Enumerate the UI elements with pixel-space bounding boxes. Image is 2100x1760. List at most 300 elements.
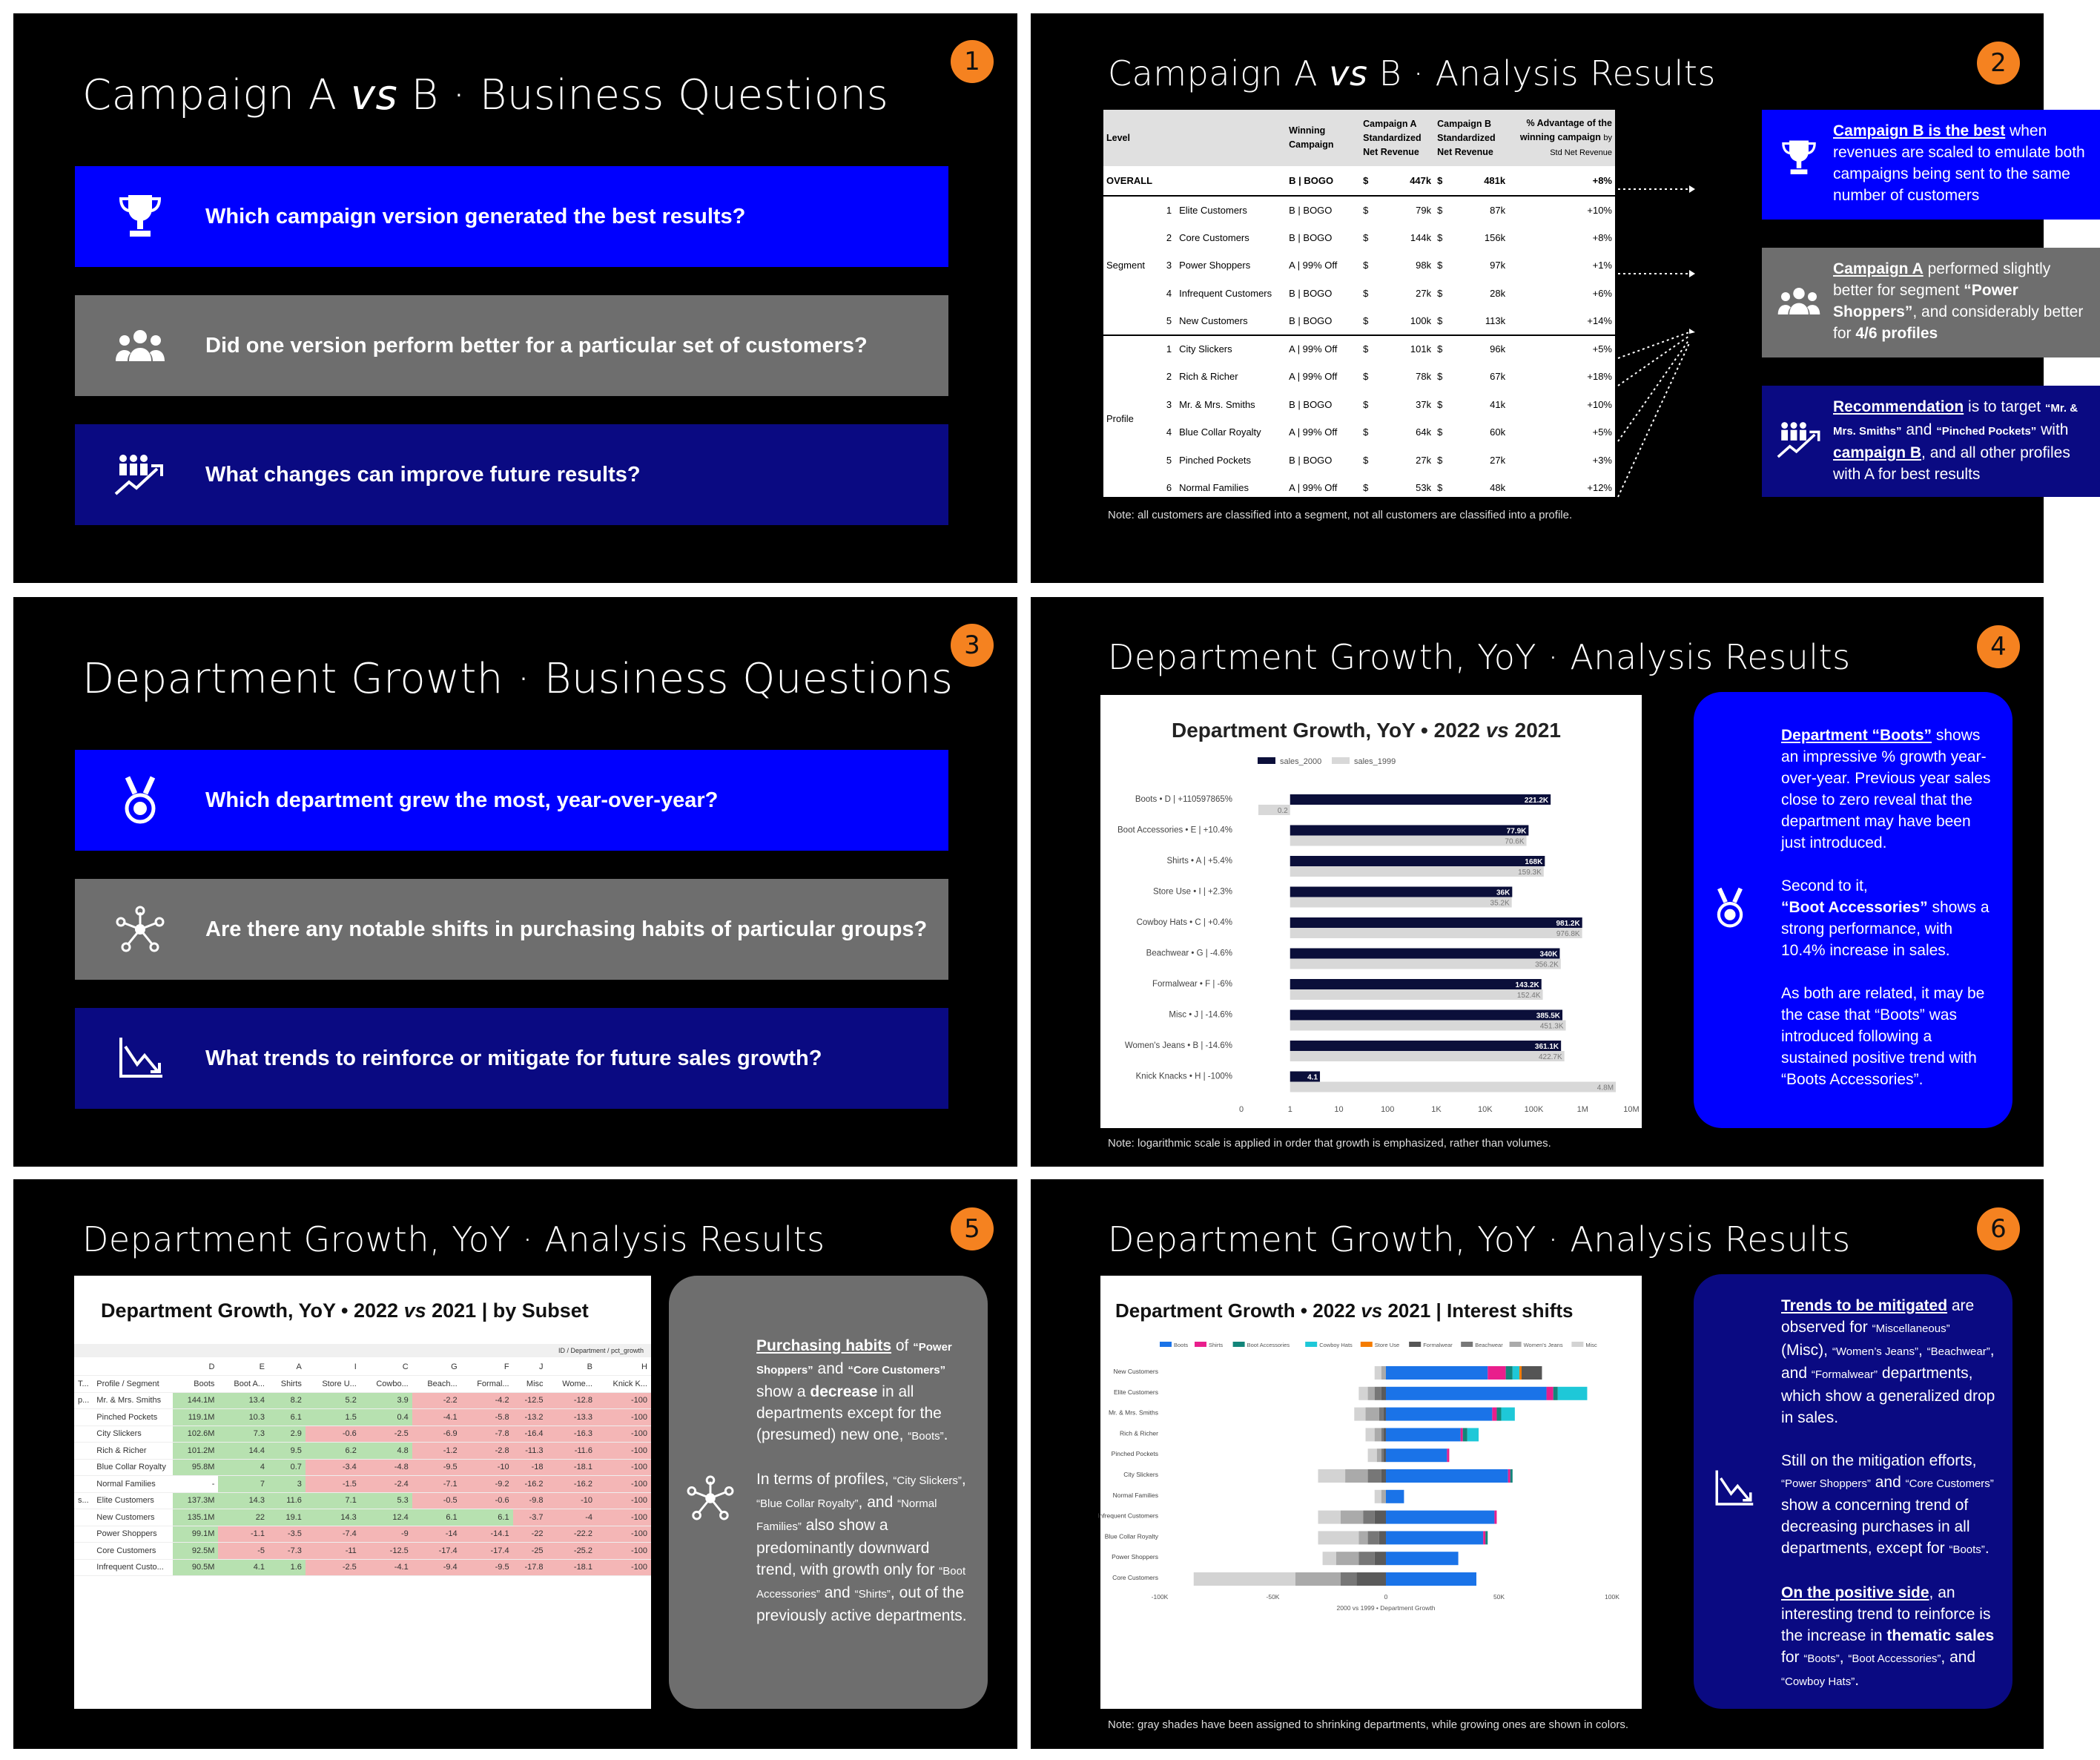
table-cell: OVERALL — [1106, 175, 1153, 186]
shrink-segment — [1375, 1552, 1386, 1565]
col-code: B — [547, 1359, 596, 1376]
table-subheader: ID / Department / pct_growth — [74, 1344, 651, 1357]
table-cell: B | BOGO — [1289, 454, 1333, 466]
table-cell — [1155, 166, 1286, 196]
x-tick-label: 10 — [1334, 1105, 1344, 1114]
col-name: Wome... — [547, 1376, 596, 1393]
heatmap-cell: 11.6 — [268, 1492, 306, 1509]
bar-value-label: 35.2K — [1490, 899, 1510, 908]
heatmap-cell: 7.1 — [306, 1492, 360, 1509]
col-code: A — [268, 1359, 306, 1376]
row-label: Pinched Pockets — [93, 1409, 173, 1426]
col-name: Cowbo... — [360, 1376, 412, 1393]
row-header: T... — [74, 1376, 93, 1393]
slide-department-questions — [13, 597, 1017, 1167]
shrink-segment — [1381, 1469, 1386, 1483]
table-row — [1103, 166, 1615, 196]
shrink-segment — [1375, 1490, 1381, 1503]
heatmap-cell: -16.3 — [547, 1426, 596, 1443]
bar-value-label: 422.7K — [1538, 1053, 1562, 1061]
shrink-segment — [1381, 1490, 1386, 1503]
table-cell: B | BOGO — [1289, 204, 1333, 216]
row-label: Core Customers — [93, 1543, 173, 1560]
heatmap-cell: 7 — [218, 1476, 268, 1493]
shrink-segment — [1375, 1428, 1381, 1441]
heatmap-cell: -12.5 — [513, 1392, 547, 1409]
table-row — [1103, 251, 1615, 280]
x-tick-label: -100K — [1151, 1593, 1169, 1601]
legend-swatch-sales-1999 — [1332, 757, 1350, 764]
heatmap-cell: 5.2 — [306, 1392, 360, 1409]
medal-icon — [75, 776, 205, 825]
heatmap-cell: -5.8 — [461, 1409, 513, 1426]
group-label — [74, 1409, 93, 1426]
row-label: 3 Mr. & Mrs. Smiths — [1166, 398, 1255, 410]
table-row — [74, 1443, 651, 1460]
growth-segment — [1485, 1531, 1488, 1544]
bar-sales_2000 — [1290, 794, 1551, 805]
heatmap-cell: -0.6 — [306, 1426, 360, 1443]
heatmap-cell: -13.3 — [547, 1409, 596, 1426]
row-label: 1 Elite Customers — [1166, 204, 1247, 216]
heatmap-cell: 0.7 — [268, 1459, 306, 1476]
heatmap-cell: -1.5 — [306, 1476, 360, 1493]
heatmap-cell: -18.1 — [547, 1559, 596, 1576]
x-tick-label: 50K — [1493, 1593, 1505, 1601]
heatmap-cell: -17.8 — [513, 1559, 547, 1576]
question-bar — [75, 750, 948, 851]
heatmap-cell: -22 — [513, 1526, 547, 1543]
heatmap-cell: -3.4 — [306, 1459, 360, 1476]
bar-sales_2000 — [1290, 1041, 1561, 1051]
heatmap-cell: 4.8 — [360, 1443, 412, 1460]
bar-value-label: 451.3K — [1539, 1022, 1564, 1031]
chart-title: Department Growth, YoY • 2022 vs 2021 — [1172, 719, 1561, 742]
shrink-segment — [1381, 1448, 1384, 1462]
shrink-segment — [1379, 1408, 1384, 1421]
shrink-segment — [1368, 1469, 1381, 1483]
category-label: Blue Collar Royalty — [1104, 1532, 1158, 1540]
heatmap-cell: -100 — [596, 1492, 651, 1509]
shrink-segment — [1381, 1387, 1386, 1400]
table-row — [1103, 196, 1615, 224]
money-cell: $ 27k — [1363, 287, 1432, 299]
table-cell: +8% — [1592, 175, 1612, 186]
category-label: Mr. & Mrs. Smiths — [1108, 1408, 1158, 1417]
table-row — [1103, 280, 1615, 308]
shrink-segment — [1323, 1552, 1336, 1565]
bar-value-label: 976.8K — [1556, 930, 1580, 938]
money-cell: $ 79k — [1363, 204, 1432, 216]
row-label: 5 Pinched Pockets — [1166, 454, 1251, 466]
bar-sales_1999 — [1290, 897, 1512, 908]
group-label — [74, 1526, 93, 1543]
category-label: Cowboy Hats • C | +0.4% — [1136, 918, 1232, 927]
heatmap-cell: -3.7 — [513, 1509, 547, 1526]
bar-sales_1999 — [1290, 836, 1527, 846]
growth-people-icon — [75, 452, 205, 497]
heatmap-cell: -6.9 — [412, 1426, 461, 1443]
campaign-results-table — [1103, 110, 1615, 502]
bar-sales_1999 — [1290, 1082, 1616, 1092]
heatmap-cell: -17.4 — [461, 1543, 513, 1560]
heatmap-cell: -9.5 — [412, 1459, 461, 1476]
table-cell: +3% — [1592, 454, 1612, 466]
table-cell: +6% — [1592, 287, 1612, 299]
table-cell: A | 99% Off — [1289, 371, 1338, 383]
row-label: Rich & Richer — [93, 1443, 173, 1460]
growth-segment — [1386, 1469, 1508, 1483]
bar-value-label: 152.4K — [1516, 992, 1541, 1000]
table-cell: Segment — [1106, 260, 1146, 271]
heatmap-cell: 4 — [218, 1459, 268, 1476]
category-label: Knick Knacks • H | -100% — [1135, 1072, 1232, 1081]
col-name: Beach... — [412, 1376, 461, 1393]
money-cell: $ 60k — [1437, 426, 1506, 438]
growth-segment — [1488, 1366, 1505, 1380]
heatmap-cell: -2.5 — [360, 1426, 412, 1443]
group-label — [74, 1543, 93, 1560]
table-cell: B | BOGO — [1289, 175, 1334, 186]
name-header-row — [74, 1376, 651, 1393]
table-row — [74, 1476, 651, 1493]
table-row — [74, 1509, 651, 1526]
growth-segment — [1386, 1511, 1494, 1524]
shrink-segment — [1384, 1408, 1386, 1421]
shrink-segment — [1381, 1366, 1386, 1380]
heatmap-cell: -7.3 — [268, 1543, 306, 1560]
col-name: Store U... — [306, 1376, 360, 1393]
bar-sales_1999 — [1290, 959, 1561, 969]
table-row — [74, 1392, 651, 1409]
heatmap-cell: -1.1 — [218, 1526, 268, 1543]
heatmap-cell: -16.2 — [547, 1476, 596, 1493]
bar-value-label: 361.1K — [1534, 1043, 1559, 1051]
boots-cell: 119.1M — [173, 1409, 218, 1426]
growth-segment — [1386, 1428, 1461, 1441]
heatmap-cell: -100 — [596, 1409, 651, 1426]
legend-label: Store Use — [1374, 1342, 1400, 1348]
shrink-segment — [1194, 1572, 1295, 1586]
slide-department-growth-log — [1031, 597, 2044, 1167]
heatmap-cell: -17.4 — [412, 1543, 461, 1560]
trophy-icon — [1780, 136, 1818, 179]
money-cell: $ 87k — [1437, 204, 1506, 216]
table-cell: A | 99% Off — [1289, 482, 1338, 494]
shrink-segment — [1318, 1469, 1346, 1483]
money-cell: $ 481k — [1437, 175, 1506, 186]
bar-sales_1999 — [1290, 1021, 1566, 1031]
col-code: H — [596, 1359, 651, 1376]
trophy-icon — [75, 192, 205, 241]
boots-cell: 92.5M — [173, 1543, 218, 1560]
money-cell: $ 27k — [1363, 454, 1432, 466]
legend-label: Boot Accessories — [1247, 1342, 1290, 1348]
slide-interest-shifts — [1031, 1179, 2044, 1749]
heatmap-cell: -25.2 — [547, 1543, 596, 1560]
shrink-segment — [1341, 1511, 1364, 1524]
x-tick-label: 0 — [1238, 1105, 1244, 1114]
category-label: Formalwear • F | -6% — [1152, 980, 1232, 989]
bar-value-label: 168K — [1525, 858, 1543, 866]
connector-arrows — [1615, 125, 1697, 510]
shrink-segment — [1377, 1448, 1381, 1462]
table-row — [74, 1426, 651, 1443]
x-tick-label: 10K — [1477, 1105, 1493, 1114]
col-header: Campaign A Standardized Net Revenue — [1363, 118, 1422, 157]
row-label: 3 Power Shoppers — [1166, 260, 1251, 271]
table-cell: B | BOGO — [1289, 314, 1333, 326]
shrink-segment — [1318, 1531, 1359, 1544]
col-code: G — [412, 1359, 461, 1376]
growth-segment — [1467, 1428, 1479, 1441]
heatmap-cell: -3.5 — [268, 1526, 306, 1543]
table-row — [1103, 446, 1615, 475]
table-row — [74, 1559, 651, 1576]
question-bar — [75, 424, 948, 525]
slide-title: Department Growth, YoY · Analysis Results — [82, 1219, 825, 1259]
category-label: Pinched Pockets — [1111, 1450, 1158, 1458]
legend-label: Women's Jeans — [1523, 1342, 1563, 1348]
heatmap-cell: 14.3 — [306, 1509, 360, 1526]
table-row — [1103, 474, 1615, 502]
legend-swatch-sales-2000 — [1258, 757, 1275, 764]
row-label: 2 Rich & Richer — [1166, 371, 1238, 383]
bar-sales_2000 — [1290, 887, 1513, 897]
row-label: Infrequent Custo... — [93, 1559, 173, 1576]
heatmap-cell: 6.1 — [268, 1409, 306, 1426]
x-tick-label: 10M — [1623, 1105, 1640, 1114]
shrink-segment — [1358, 1552, 1374, 1565]
callout-purchasing-habits: Purchasing habits of “Power Shoppers” and “Core Customers” show a decrease in all departments except for the (presumed) new one, “Boots”. In terms of profiles, “City Slickers”, “Blue Collar Royalty”, and “Normal Families” also show a predominantly downward trend, with growth only for “Boot Accessories” and “Shirts”, out of the previously active departments. — [669, 1276, 988, 1709]
col-code: I — [306, 1359, 360, 1376]
growth-segment — [1483, 1531, 1485, 1544]
legend-swatch — [1461, 1342, 1473, 1347]
boots-cell: 135.1M — [173, 1509, 218, 1526]
boots-cell: 101.2M — [173, 1443, 218, 1460]
heatmap-cell: -22.2 — [547, 1526, 596, 1543]
table-row — [1103, 335, 1615, 363]
heatmap-cell: -10 — [461, 1459, 513, 1476]
boots-cell: 90.5M — [173, 1559, 218, 1576]
shrink-segment — [1336, 1552, 1359, 1565]
slide-title: Department Growth · Business Questions — [82, 655, 954, 703]
group-label — [74, 1443, 93, 1460]
legend-label: sales_1999 — [1354, 757, 1396, 766]
growth-segment — [1492, 1408, 1496, 1421]
slide-title: Department Growth, YoY · Analysis Results — [1108, 637, 1851, 677]
heatmap-cell: -7.4 — [306, 1526, 360, 1543]
col-name: Knick K... — [596, 1376, 651, 1393]
growth-segment — [1508, 1469, 1510, 1483]
col-header — [1155, 110, 1286, 166]
col-code: D — [173, 1359, 218, 1376]
heatmap-cell: 6.1 — [461, 1509, 513, 1526]
heatmap-cell: -2.4 — [360, 1476, 412, 1493]
row-label: 4 Infrequent Customers — [1166, 287, 1272, 299]
slide-campaign-results — [1031, 13, 2085, 583]
money-cell: $ 96k — [1437, 343, 1506, 355]
shrink-segment — [1375, 1387, 1381, 1400]
heatmap-cell: 10.3 — [218, 1409, 268, 1426]
category-label: Store Use • I | +2.3% — [1152, 887, 1232, 897]
interest-shift-chart-panel — [1097, 1276, 1642, 1709]
group-label — [74, 1476, 93, 1493]
growth-bar-chart — [1100, 695, 1642, 1128]
heatmap-cell: -13.2 — [513, 1409, 547, 1426]
legend-swatch — [1160, 1342, 1172, 1347]
col-name: Formal... — [461, 1376, 513, 1393]
table-row — [74, 1543, 651, 1560]
heatmap-cell: -100 — [596, 1476, 651, 1493]
heatmap-cell: -100 — [596, 1509, 651, 1526]
campaign-results-table-panel — [1103, 110, 1615, 497]
money-cell: $ 100k — [1363, 314, 1432, 326]
shrink-segment — [1341, 1572, 1356, 1586]
boots-cell: 95.8M — [173, 1459, 218, 1476]
heatmap-cell: -100 — [596, 1526, 651, 1543]
bar-value-label: 221.2K — [1524, 797, 1549, 805]
heatmap-cell: -2.2 — [412, 1392, 461, 1409]
bar-value-label: 981.2K — [1556, 920, 1580, 928]
category-label: Elite Customers — [1114, 1388, 1158, 1396]
shrink-segment — [1368, 1387, 1375, 1400]
bar-sales_2000 — [1290, 856, 1545, 866]
medal-icon — [1714, 886, 1746, 929]
callout-recommendation: Recommendation is to target “Mr. & Mrs. Smiths” and “Pinched Pockets” with campaign B, and all other profiles with A for best results — [1762, 386, 2100, 497]
heatmap-cell: 6.1 — [412, 1509, 461, 1526]
shrink-segment — [1354, 1408, 1365, 1421]
table-cell: Profile — [1106, 413, 1134, 424]
legend-label: sales_2000 — [1280, 757, 1322, 766]
heatmap-cell: 3 — [268, 1476, 306, 1493]
bar-value-label: 143.2K — [1515, 981, 1539, 989]
table-row — [74, 1526, 651, 1543]
x-tick-label: -50K — [1266, 1593, 1280, 1601]
heatmap-cell: -11 — [306, 1543, 360, 1560]
bar-value-label: 4.1 — [1307, 1073, 1318, 1082]
slide-growth-by-subset — [13, 1179, 1017, 1749]
legend-label: Beachwear — [1475, 1342, 1503, 1348]
legend-label: Misc — [1585, 1342, 1597, 1348]
heatmap-cell: 9.5 — [268, 1443, 306, 1460]
heatmap-cell: 8.2 — [268, 1392, 306, 1409]
heatmap-cell: 19.1 — [268, 1509, 306, 1526]
question-text: Which department grew the most, year-over-year? — [205, 788, 719, 812]
x-tick-label: 1 — [1287, 1105, 1292, 1114]
money-cell: $ 48k — [1437, 482, 1506, 494]
question-text: What changes can improve future results? — [205, 462, 641, 487]
col-name: Boot A... — [218, 1376, 268, 1393]
heatmap-cell: 1.6 — [268, 1559, 306, 1576]
group-icon — [1777, 285, 1821, 317]
money-cell: $ 447k — [1363, 175, 1432, 186]
table-cell: +14% — [1587, 314, 1612, 326]
group-label — [74, 1426, 93, 1443]
growth-segment — [1386, 1366, 1488, 1380]
col-code: C — [360, 1359, 412, 1376]
heatmap-cell: 12.4 — [360, 1509, 412, 1526]
col-name: Misc — [513, 1376, 547, 1393]
callout-campaign-a: Campaign A performed slightly better for segment “Power Shoppers”, and considerably better for 4/6 profiles — [1762, 248, 2100, 357]
category-label: Beachwear • G | -4.6% — [1146, 949, 1232, 958]
growth-segment — [1386, 1490, 1404, 1503]
category-label: Misc • J | -14.6% — [1169, 1010, 1232, 1020]
money-cell: $ 37k — [1363, 398, 1432, 410]
money-cell: $ 67k — [1437, 371, 1506, 383]
x-tick-label: 1K — [1431, 1105, 1442, 1114]
growth-people-icon — [1777, 420, 1823, 460]
chart-title: Department Growth, YoY • 2022 vs 2021 | by Subset — [101, 1299, 589, 1322]
growth-heatmap-panel — [74, 1276, 651, 1709]
x-tick-label: 100 — [1381, 1105, 1395, 1114]
shrink-segment — [1375, 1511, 1386, 1524]
col-name: Shirts — [268, 1376, 306, 1393]
shrink-segment — [1368, 1531, 1379, 1544]
legend-label: Shirts — [1209, 1342, 1224, 1348]
heatmap-cell: -2.5 — [306, 1559, 360, 1576]
table-cell: B | BOGO — [1289, 398, 1333, 410]
heatmap-cell: -1.2 — [412, 1443, 461, 1460]
group-label — [74, 1509, 93, 1526]
x-tick-label: 100K — [1605, 1593, 1619, 1601]
category-label: Boots • D | +110597865% — [1135, 795, 1232, 804]
growth-segment — [1506, 1366, 1513, 1380]
table-cell: A | 99% Off — [1289, 426, 1338, 438]
heatmap-cell: 22 — [218, 1509, 268, 1526]
legend-swatch — [1510, 1342, 1522, 1347]
slide-number-badge: 2 — [1977, 42, 2020, 85]
bar-value-label: 340K — [1539, 950, 1558, 959]
heatmap-cell: -14 — [412, 1526, 461, 1543]
table-cell: +12% — [1587, 482, 1612, 494]
heatmap-cell: -100 — [596, 1543, 651, 1560]
growth-segment — [1463, 1428, 1467, 1441]
heatmap-cell: -9.4 — [412, 1559, 461, 1576]
bar-sales_2000 — [1290, 949, 1560, 959]
network-icon — [75, 906, 205, 952]
row-label: 2 Core Customers — [1166, 231, 1249, 243]
heatmap-cell: -14.1 — [461, 1526, 513, 1543]
growth-bar-chart-panel — [1100, 695, 1642, 1128]
money-cell: $ 144k — [1363, 231, 1432, 243]
category-label: Infrequent Customers — [1097, 1512, 1158, 1520]
table-cell: +10% — [1587, 398, 1612, 410]
growth-segment — [1386, 1531, 1483, 1544]
table-cell: +5% — [1592, 426, 1612, 438]
bar-value-label: 70.6K — [1505, 837, 1525, 846]
row-label: 5 New Customers — [1166, 314, 1248, 326]
growth-segment — [1496, 1408, 1501, 1421]
legend-swatch — [1195, 1342, 1206, 1347]
heatmap-cell: -4 — [547, 1509, 596, 1526]
heatmap-cell: -4.8 — [360, 1459, 412, 1476]
bar-value-label: 159.3K — [1518, 869, 1542, 877]
shrink-segment — [1358, 1387, 1367, 1400]
heatmap-cell: -16.4 — [513, 1426, 547, 1443]
boots-cell: 137.3M — [173, 1492, 218, 1509]
heatmap-cell: -100 — [596, 1559, 651, 1576]
heatmap-cell: -10 — [547, 1492, 596, 1509]
growth-segment — [1461, 1428, 1463, 1441]
row-label: Power Shoppers — [93, 1526, 173, 1543]
money-cell: $ 113k — [1437, 314, 1506, 326]
heatmap-cell: -12.5 — [360, 1543, 412, 1560]
heatmap-cell: -4.1 — [412, 1409, 461, 1426]
bar-sales_2000 — [1290, 825, 1529, 836]
slide-number-badge: 5 — [951, 1207, 994, 1250]
growth-heatmap — [74, 1359, 651, 1576]
